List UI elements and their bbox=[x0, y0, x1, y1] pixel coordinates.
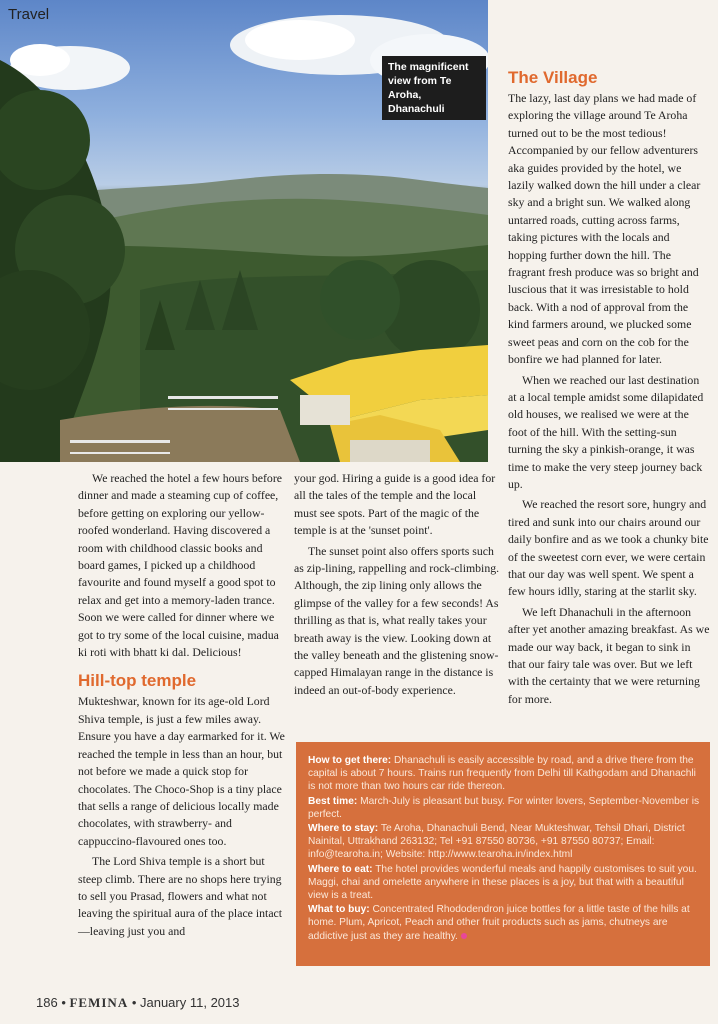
travel-info-box bbox=[296, 742, 710, 966]
info-stay: Where to stay: Te Aroha, Dhanachuli Bend, Near Mukteshwar, Tehsil Dhari, District Nainital, Uttrakhand 263132; Tel +91 87550 80736, +91 87550 80737; Email: info@tearoha.in; Website: http://www.tearoha.in/index.html bbox=[308, 823, 685, 861]
column-1 bbox=[78, 470, 286, 943]
col3-paragraph-4: We left Dhanachuli in the afternoon after yet another amazing breakfast. As we made our way back, it began to sink in that our fairy tale was over. But we left with the certainty that we were returning for more. bbox=[508, 604, 710, 706]
photo-caption: The magnificent view from Te Aroha, Dhanachuli bbox=[382, 56, 486, 120]
col3-paragraph-1: The lazy, last day plans we had made of exploring the village around Te Aroha turned out to be the most tedious! Accompanied by our fellow adventurers aka guides provided by the hotel, we lazily walked down the hill under a clear sky and a bright sun. We walked along untarred roads, cutting across farms, taking pictures with the locals and hopping further down the hill. The fragrant fresh produce was so bright and luscious that it was irresistable to hold back. With a nod of approval from the kind farmers around, we plucked some sweet peas and corn on the cob for the bonfire we had planned for later. bbox=[508, 91, 701, 367]
info-buy-label: What to buy: bbox=[308, 904, 370, 916]
column-3 bbox=[508, 68, 710, 711]
page-footer: 186 • FEMINA • January 11, 2013 bbox=[36, 995, 240, 1010]
info-eat: Where to eat: The hotel provides wonderful meals and happily customises to suit you. Maggi, chai and omelette anywhere in these places is a joy, but that with a beautiful view is a treat. bbox=[308, 863, 697, 902]
col2-paragraph-1: your god. Hiring a guide is a good idea for all the tales of the temple and the local must see spots. Part of the magic of the temple is at the 'sunset point'. bbox=[294, 471, 496, 538]
col1-paragraph-3: The Lord Shiva temple is a short but steep climb. There are no shops here trying to sell you Prasad, flowers and what not leaving the spiritual aura of the place intact—leaving just you and bbox=[78, 854, 283, 938]
col1-paragraph-1: We reached the hotel a few hours before dinner and made a steaming cup of coffee, before getting on exploring our yellow-roofed wonderland. Having discovered a room with childhood classic books and board games, I picked up a childhood favourite and found myself a good spot to relax and get into a memory-laden trance. Soon we were called for dinner where we got to try some of the local cuisine, madua ki roti with bhatt ki dal. Delicious! bbox=[78, 471, 282, 660]
info-buy: What to buy: Concentrated Rhododendron juice bottles for a little taste of the hills at home. Plum, Apricot, Peach and other fruit products such as jams, chutneys are addictive just as they are healthy. bbox=[308, 904, 690, 942]
column-2 bbox=[294, 470, 500, 702]
col1-paragraph-2: Mukteshwar, known for its age-old Lord Shiva temple, is just a few miles away. Ensure you have a day earmarked for it. We reached the temple in less than an hour, but not before we made a quick stop for chocolates. The Choco-Shop is a tiny place that sells a range of delicious locally made chocolates, with strawberry- and cappuccino-flavoured ones too. bbox=[78, 694, 285, 848]
col3-paragraph-2: When we reached our last destination at a local temple amidst some dilapidated old houses, we realised we were at the foot of the hill. With the setting-sun turning the sky a pinkish-orange, it was time to make the very steep journey back up. bbox=[508, 372, 704, 491]
info-get-there-label: How to get there: bbox=[308, 755, 392, 766]
magazine-name: FEMINA bbox=[69, 995, 129, 1010]
hero-photo bbox=[0, 0, 488, 462]
hill-top-temple-heading: Hill-top temple bbox=[78, 671, 197, 691]
info-get-there: How to get there: Dhanachuli is easily accessible by road, and a drive there from the capital is about 7 hours. Trains run frequently from Delhi till Kathgodam and Dhanachli is not more than two hours car ride thereon. bbox=[308, 755, 696, 793]
the-village-heading: The Village bbox=[508, 68, 598, 87]
info-best-time: Best time: March-July is pleasant but busy. For winter lovers, September-November is perfect. bbox=[308, 795, 700, 820]
info-best-time-label: Best time: bbox=[308, 795, 358, 807]
col3-paragraph-3: We reached the resort sore, hungry and tired and sunk into our chairs around our daily bonfire and as we took a chunky bite of the sweetest corn ever, we were certain that our day was well spent. We spent a few hours idlly, staring at the starlit sky. bbox=[508, 497, 709, 599]
info-stay-label: Where to stay: bbox=[308, 823, 379, 835]
issue-date: January 11, 2013 bbox=[139, 995, 240, 1010]
end-bullet-icon bbox=[461, 933, 467, 939]
page-number: 186 bbox=[36, 995, 58, 1010]
section-label: Travel bbox=[8, 6, 50, 23]
info-eat-label: Where to eat: bbox=[308, 863, 373, 875]
col2-paragraph-2: The sunset point also offers sports such as zip-lining, rappelling and rock-climbing. Although, the zip lining only allows the glimpse of the valley for a few seconds! As thrilling as that is, what really takes your breath away is the view. Looking down at the valley beneath and the glistening snow-capped Himalayan range in the distance is indeed an out-of-body experience. bbox=[294, 543, 500, 697]
